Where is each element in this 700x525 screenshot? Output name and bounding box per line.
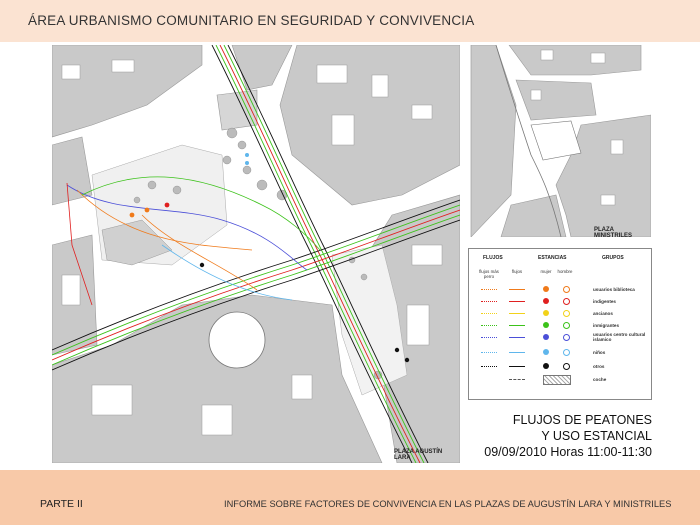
legend-flow-line bbox=[509, 337, 525, 338]
legend-woman-marker bbox=[543, 298, 549, 304]
legend-group-label: ancianos bbox=[593, 311, 613, 316]
legend-man-marker bbox=[563, 310, 570, 317]
legend-row bbox=[469, 309, 651, 319]
legend-sub-mujer: mujer bbox=[540, 269, 552, 274]
legend-woman-marker bbox=[543, 310, 549, 316]
inset-plan-drawing bbox=[471, 45, 651, 237]
legend-woman-marker bbox=[543, 322, 549, 328]
legend-man-marker bbox=[563, 334, 570, 341]
footer-part: PARTE II bbox=[40, 498, 83, 510]
legend-man-marker bbox=[563, 286, 570, 293]
legend-group-label: niños bbox=[593, 350, 606, 355]
caption-line-1: FLUJOS DE PEATONES bbox=[512, 413, 652, 427]
legend-row bbox=[469, 285, 651, 295]
main-site-plan bbox=[52, 45, 460, 463]
legend-man-marker bbox=[563, 322, 570, 329]
legend-group-label: otros bbox=[593, 364, 605, 369]
legend-row bbox=[469, 297, 651, 307]
legend-flow-line bbox=[509, 366, 525, 367]
footer-bar bbox=[0, 470, 700, 525]
inset-map-label: PLAZA MINISTRILES bbox=[594, 227, 633, 237]
roundabout bbox=[209, 312, 265, 368]
header-title: ÁREA URBANISMO COMUNITARIO EN SEGURIDAD Y CONVIVENCIA bbox=[28, 13, 475, 28]
legend-col-flujos: FLUJOS bbox=[483, 255, 503, 261]
legend-group-label: coche bbox=[593, 377, 607, 382]
footer-report-title: INFORME SOBRE FACTORES DE CONVIVENCIA EN LAS PLAZAS DE AUGUSTÍN LARA Y MINISTRILES bbox=[224, 499, 672, 509]
main-map-label: PLAZA AGUSTÍN LARA bbox=[394, 449, 443, 461]
legend-group-label: inmigrantes bbox=[593, 323, 620, 328]
legend-col-grupos: GRUPOS bbox=[602, 255, 624, 261]
legend-dog-flow-line bbox=[481, 352, 497, 353]
legend-woman-marker bbox=[543, 334, 549, 340]
legend-flow-line bbox=[509, 313, 525, 314]
caption bbox=[484, 412, 652, 460]
legend-dog-flow-line bbox=[481, 313, 497, 314]
legend-flow-line bbox=[509, 352, 525, 353]
legend-dog-flow-line bbox=[481, 289, 497, 290]
inset-site-plan bbox=[470, 45, 651, 237]
legend-row bbox=[469, 362, 651, 372]
header-bar bbox=[0, 0, 700, 42]
legend-woman-marker bbox=[543, 363, 549, 369]
legend-flow-line bbox=[509, 289, 525, 290]
legend-row bbox=[469, 348, 651, 358]
legend bbox=[468, 248, 652, 400]
legend-dog-flow-line bbox=[481, 301, 497, 302]
legend-woman-marker bbox=[543, 286, 549, 292]
legend-man-marker bbox=[563, 349, 570, 356]
legend-man-marker bbox=[563, 298, 570, 305]
legend-woman-marker bbox=[543, 349, 549, 355]
legend-sub-flujos: flujos bbox=[511, 269, 523, 274]
legend-col-estancias: ESTANCIAS bbox=[538, 255, 567, 261]
legend-sub-hombre: hombre bbox=[557, 269, 573, 274]
legend-flow-line bbox=[509, 379, 525, 380]
legend-car-swatch bbox=[543, 375, 571, 385]
legend-dog-flow-line bbox=[481, 366, 497, 367]
inset-plaza bbox=[531, 121, 581, 160]
legend-sub-flujos-perro: flujos más perro bbox=[479, 269, 499, 279]
legend-row bbox=[469, 321, 651, 331]
legend-row bbox=[469, 375, 651, 385]
caption-line-3: 09/09/2010 Horas 11:00-11:30 bbox=[484, 445, 652, 459]
legend-flow-line bbox=[509, 301, 525, 302]
legend-group-label: indigentes bbox=[593, 299, 616, 304]
caption-line-2: Y USO ESTANCIAL bbox=[541, 429, 652, 443]
legend-flow-line bbox=[509, 325, 525, 326]
legend-dog-flow-line bbox=[481, 337, 497, 338]
legend-row bbox=[469, 333, 651, 343]
legend-group-label: usuarios biblioteca bbox=[593, 287, 635, 292]
legend-group-label: usuarios centro cultural islamico bbox=[593, 332, 646, 342]
legend-dog-flow-line bbox=[481, 325, 497, 326]
legend-man-marker bbox=[563, 363, 570, 370]
main-plan-drawing bbox=[52, 45, 460, 463]
